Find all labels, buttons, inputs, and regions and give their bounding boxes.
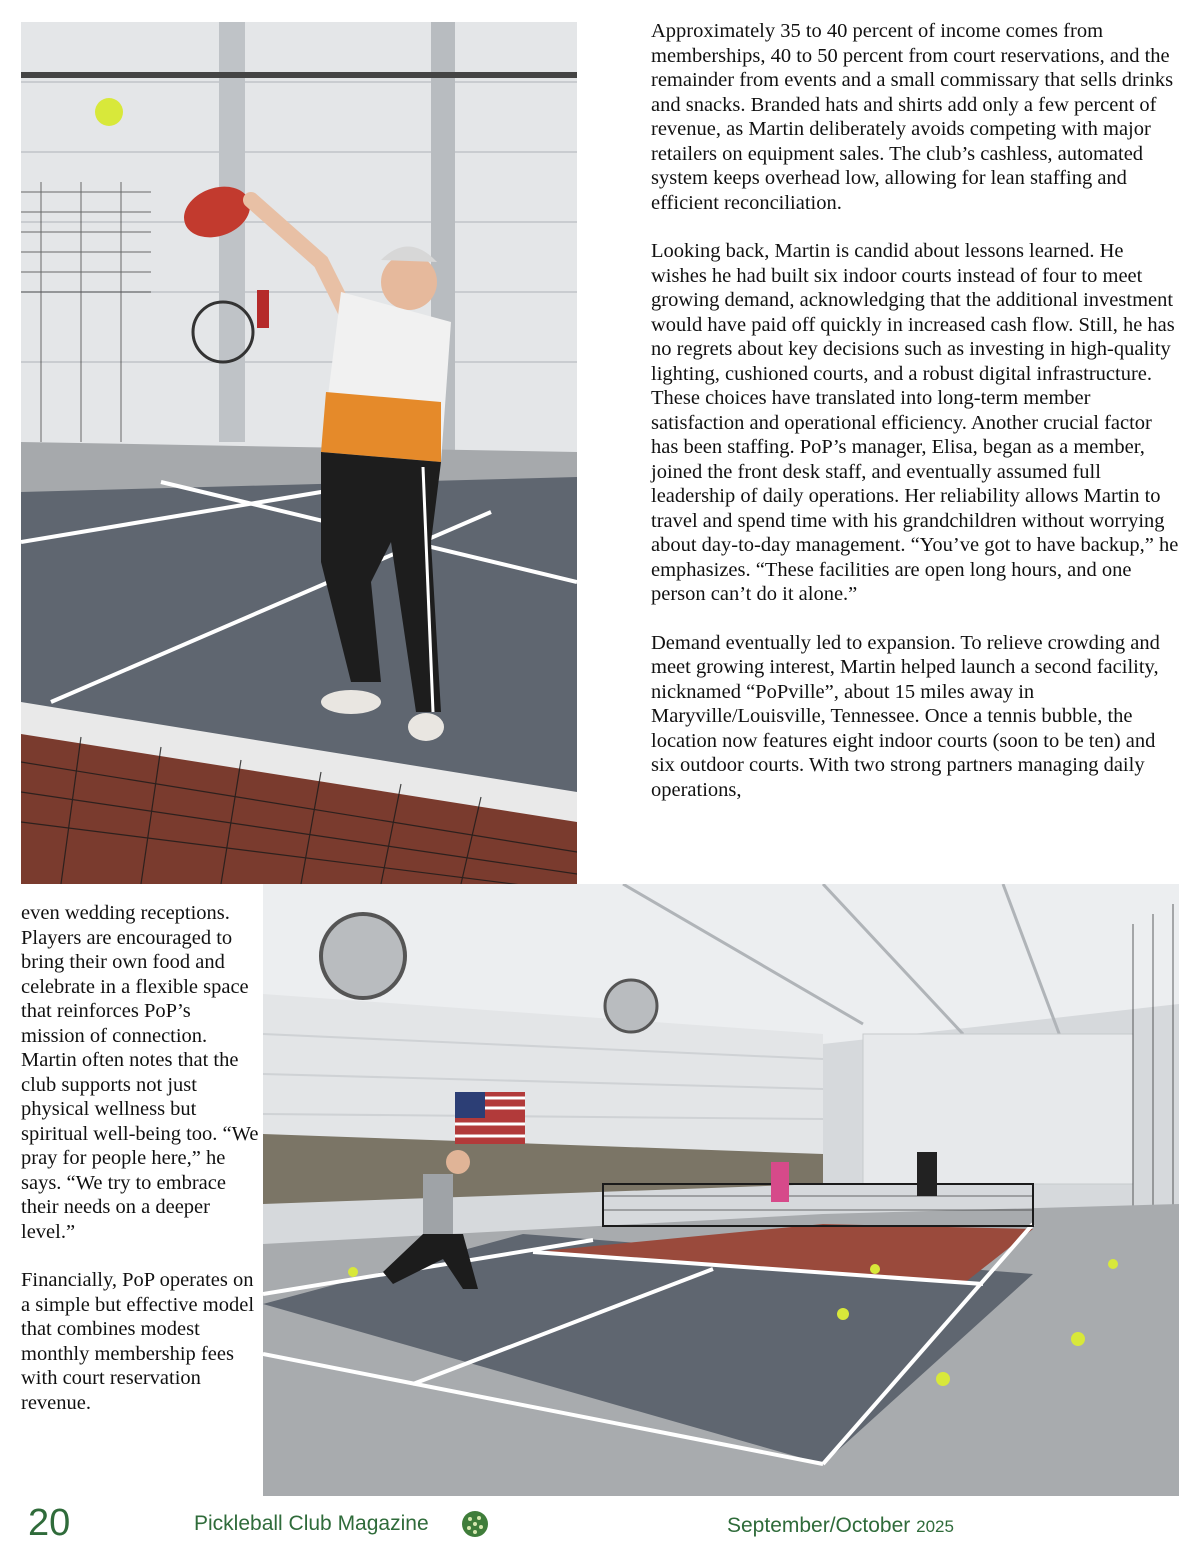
paragraph-expansion: Demand eventually led to expansion. To relieve crowding and meet growing interest, Martin helped launch a second facility, nicknamed “PoPville”, about 15 miles away in Maryville/Louisville, Tennessee. Once a tennis bubble, the location now features eight indoor courts (soon to be ten) and six outdoor courts. With two strong partners managing daily operations, xyxy=(651,631,1160,801)
article-left-column xyxy=(21,901,259,1439)
paragraph-financial-model: Financially, PoP operates on a simple but effective model that combines modest monthly membership fees with court reservation revenue. xyxy=(21,1269,255,1414)
issue-month: September/October xyxy=(727,1514,911,1537)
article-right-column xyxy=(651,19,1181,826)
pickleball-icon xyxy=(461,1510,489,1543)
page-footer xyxy=(0,1500,1200,1553)
paragraph-wedding-receptions: even wedding receptions. Players are encouraged to bring their own food and celebrate in a flexible space that reinforces PoP’s mission of connection. Martin often notes that the club supports not just physical wellness but spiritual well-being too. “We pray for people here,” he says. “We try to embrace their needs on a deeper level.” xyxy=(21,902,259,1243)
photo-indoor-courts xyxy=(263,884,1179,1496)
photo-player-overhead xyxy=(21,22,577,884)
issue-year: 2025 xyxy=(916,1517,954,1536)
paragraph-revenue-breakdown: Approximately 35 to 40 percent of income comes from memberships, 40 to 50 percent from court reservations, and the remainder from events and a small commissary that sells drinks and snacks. Branded hats and shirts add only a few percent of revenue, as Martin deliberately avoids competing with major retailers on equipment sales. The club’s cashless, automated system keeps overhead low, allowing for lean staffing and efficient reconciliation. xyxy=(651,20,1174,214)
page-number: 20 xyxy=(28,1502,71,1544)
magazine-name: Pickleball Club Magazine xyxy=(194,1512,429,1535)
issue-date xyxy=(727,1514,954,1538)
paragraph-lessons-learned: Looking back, Martin is candid about lessons learned. He wishes he had built six indoor courts instead of four to meet growing demand, acknowledging that the additional investment would have paid off quickly in increased cash flow. Still, he has no regrets about key decisions such as investing in high-quality lighting, cushioned courts, and a robust digital infrastructure. These choices have translated into long-term member satisfaction and operational efficiency. Another crucial factor has been staffing. PoP’s manager, Elisa, began as a member, joined the front desk staff, and eventually assumed full leadership of daily operations. Her reliability allows Martin to travel and spend time with his grandchildren without worrying about day-to-day management. “You’ve got to have backup,” he emphasizes. “These facilities are open long hours, and one person can’t do it alone.” xyxy=(651,240,1179,605)
